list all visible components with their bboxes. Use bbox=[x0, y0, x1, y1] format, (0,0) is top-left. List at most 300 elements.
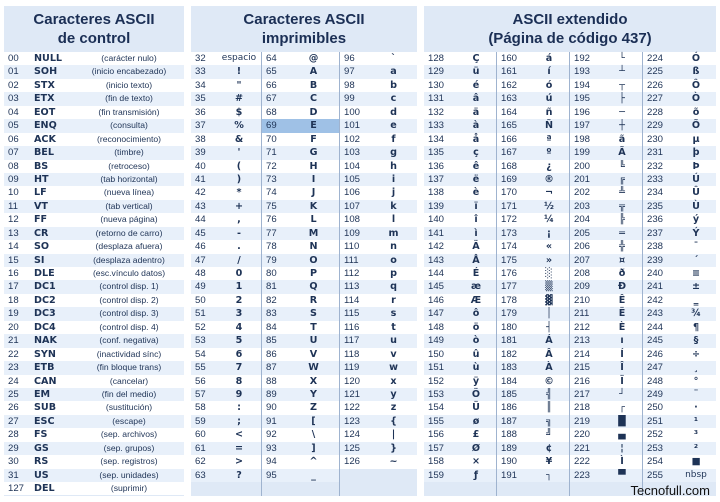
code-number: 226 bbox=[647, 79, 664, 91]
table-row bbox=[424, 186, 496, 199]
table-row bbox=[4, 415, 184, 428]
character-glyph: E bbox=[310, 120, 317, 132]
code-number: 88 bbox=[266, 375, 277, 387]
code-number: 60 bbox=[195, 429, 206, 441]
extended-panel-title: ASCII extendido (Página de código 437) bbox=[488, 11, 652, 47]
character-glyph: @ bbox=[308, 53, 319, 64]
character-glyph: " bbox=[236, 79, 242, 91]
table-row bbox=[497, 200, 569, 213]
table-row bbox=[497, 92, 569, 105]
character-glyph: : bbox=[237, 402, 241, 414]
character-glyph: æ bbox=[470, 281, 482, 293]
extended-column-3 bbox=[569, 52, 642, 496]
character-glyph: U bbox=[309, 335, 318, 347]
code-number: 46 bbox=[195, 241, 206, 253]
code-number: 199 bbox=[574, 147, 591, 159]
character-glyph: º bbox=[546, 147, 552, 159]
table-row bbox=[191, 348, 261, 361]
table-row bbox=[340, 240, 417, 253]
code-number: 212 bbox=[574, 321, 591, 333]
code-number: 240 bbox=[647, 268, 664, 279]
table-row bbox=[643, 428, 716, 441]
character-glyph: _ bbox=[311, 469, 316, 481]
table-row bbox=[340, 254, 417, 267]
character-glyph: ┴ bbox=[619, 66, 625, 78]
code-number: 28 bbox=[8, 429, 19, 441]
code-number: 236 bbox=[647, 214, 664, 226]
code-number: 237 bbox=[647, 227, 664, 239]
character-glyph: ┐ bbox=[546, 469, 552, 481]
code-number: 49 bbox=[195, 281, 206, 293]
character-glyph: | bbox=[391, 429, 396, 441]
character-glyph: ¢ bbox=[545, 442, 553, 454]
code-number: 51 bbox=[195, 308, 206, 320]
control-abbr: SO bbox=[34, 241, 50, 253]
table-row bbox=[262, 213, 339, 226]
character-glyph: g bbox=[390, 147, 397, 159]
character-glyph: ┘ bbox=[619, 388, 625, 400]
table-row bbox=[262, 375, 339, 388]
code-number: 222 bbox=[574, 456, 591, 468]
character-glyph: Ï bbox=[620, 375, 624, 387]
table-row bbox=[340, 133, 417, 146]
printable-column-1 bbox=[191, 52, 261, 496]
table-row bbox=[262, 200, 339, 213]
table-row bbox=[191, 442, 261, 455]
character-glyph: J bbox=[311, 187, 316, 199]
character-glyph: ~ bbox=[389, 456, 398, 468]
table-row bbox=[643, 65, 716, 78]
code-number: 108 bbox=[344, 214, 361, 226]
character-glyph: ( bbox=[236, 160, 242, 172]
code-number: 57 bbox=[195, 388, 206, 400]
code-number: 70 bbox=[266, 133, 277, 145]
code-number: 39 bbox=[195, 147, 206, 159]
control-abbr: BEL bbox=[34, 147, 54, 159]
character-glyph: ò bbox=[472, 335, 480, 347]
code-number: 84 bbox=[266, 321, 277, 333]
table-row bbox=[497, 146, 569, 159]
table-row bbox=[424, 146, 496, 159]
code-number: 131 bbox=[428, 93, 445, 105]
code-number: 136 bbox=[428, 160, 445, 172]
control-abbr: FS bbox=[34, 429, 48, 441]
table-row bbox=[262, 52, 339, 65]
table-row bbox=[570, 200, 642, 213]
character-glyph: P bbox=[309, 268, 318, 279]
code-number: 165 bbox=[501, 120, 518, 132]
extended-column-1 bbox=[424, 52, 496, 496]
control-abbr: DEL bbox=[34, 483, 55, 494]
table-row bbox=[570, 361, 642, 374]
table-row bbox=[497, 213, 569, 226]
character-glyph: w bbox=[389, 362, 398, 374]
table-row bbox=[340, 415, 417, 428]
control-description: (sep. archivos) bbox=[100, 429, 158, 440]
code-number: 80 bbox=[266, 268, 277, 279]
table-row bbox=[497, 375, 569, 388]
table-row bbox=[497, 119, 569, 132]
table-row bbox=[340, 160, 417, 173]
table-row bbox=[340, 388, 417, 401]
table-row bbox=[643, 213, 716, 226]
code-number: 105 bbox=[344, 173, 361, 185]
character-glyph: ` bbox=[391, 53, 396, 64]
code-number: 128 bbox=[428, 53, 445, 64]
table-row bbox=[497, 65, 569, 78]
table-row bbox=[643, 173, 716, 186]
table-row bbox=[4, 280, 184, 293]
character-glyph: z bbox=[390, 402, 397, 414]
table-row bbox=[497, 307, 569, 320]
character-glyph: N bbox=[309, 241, 318, 253]
table-row bbox=[497, 227, 569, 240]
code-number: 196 bbox=[574, 106, 591, 118]
code-number: 55 bbox=[195, 362, 206, 374]
code-number: 217 bbox=[574, 388, 591, 400]
character-glyph: C bbox=[309, 93, 318, 105]
control-description: (escape) bbox=[112, 415, 146, 426]
character-glyph: × bbox=[471, 456, 481, 468]
code-number: 201 bbox=[574, 173, 591, 185]
control-description: (sep. grupos) bbox=[103, 442, 155, 453]
table-row bbox=[570, 65, 642, 78]
character-glyph: 3 bbox=[235, 308, 243, 320]
control-description: (inicio encabezado) bbox=[91, 66, 167, 77]
character-glyph: 7 bbox=[235, 362, 243, 374]
code-number: 75 bbox=[266, 200, 277, 212]
character-glyph: ¸ bbox=[693, 362, 699, 374]
code-number: 211 bbox=[574, 308, 590, 320]
character-glyph: ú bbox=[545, 93, 553, 105]
table-row bbox=[191, 133, 261, 146]
character-glyph: ? bbox=[236, 469, 242, 481]
code-number: 117 bbox=[344, 335, 360, 347]
table-row bbox=[340, 200, 417, 213]
character-glyph: Ô bbox=[691, 79, 701, 91]
code-number: 223 bbox=[574, 469, 591, 481]
character-glyph: { bbox=[390, 415, 397, 427]
character-glyph: ┼ bbox=[619, 120, 625, 132]
character-glyph: e bbox=[390, 120, 397, 132]
character-glyph: Æ bbox=[470, 294, 482, 306]
table-row bbox=[4, 92, 184, 105]
code-number: 66 bbox=[266, 79, 277, 91]
code-number: 235 bbox=[647, 200, 664, 212]
code-number: 79 bbox=[266, 254, 277, 266]
table-row bbox=[424, 348, 496, 361]
character-glyph: X bbox=[309, 375, 318, 387]
code-number: 206 bbox=[574, 241, 591, 253]
character-glyph: ! bbox=[236, 66, 242, 78]
character-glyph: Ñ bbox=[544, 120, 554, 132]
table-row bbox=[262, 307, 339, 320]
control-characters-panel bbox=[4, 6, 184, 496]
table-row bbox=[340, 106, 417, 119]
code-number: 192 bbox=[574, 53, 591, 64]
control-description: (carácter nulo) bbox=[101, 53, 157, 63]
character-glyph: Á bbox=[545, 335, 553, 347]
control-description: (desplaza adentro) bbox=[93, 254, 165, 265]
code-number: 207 bbox=[574, 254, 591, 266]
table-row bbox=[262, 348, 339, 361]
code-number: 164 bbox=[501, 106, 518, 118]
table-row bbox=[262, 146, 339, 159]
character-glyph: ³ bbox=[693, 429, 699, 441]
control-description: (control disp. 2) bbox=[99, 294, 159, 305]
character-glyph: │ bbox=[546, 308, 552, 320]
code-number: 203 bbox=[574, 200, 591, 212]
character-glyph: à bbox=[472, 120, 480, 132]
character-glyph: ° bbox=[693, 375, 699, 387]
character-glyph: p bbox=[390, 268, 397, 279]
code-number: 174 bbox=[501, 241, 518, 253]
table-row bbox=[340, 186, 417, 199]
table-row bbox=[570, 52, 642, 65]
character-glyph: ░ bbox=[545, 268, 553, 279]
code-number: 24 bbox=[8, 375, 19, 387]
character-glyph: ¤ bbox=[618, 254, 626, 266]
table-row bbox=[340, 361, 417, 374]
character-glyph: ´ bbox=[693, 254, 699, 266]
code-number: 100 bbox=[344, 106, 361, 118]
code-number: 202 bbox=[574, 187, 591, 199]
code-number: 124 bbox=[344, 429, 361, 441]
table-row bbox=[191, 401, 261, 414]
code-number: 244 bbox=[647, 321, 664, 333]
table-row bbox=[570, 213, 642, 226]
code-number: 63 bbox=[195, 469, 206, 481]
code-number: 218 bbox=[574, 402, 591, 414]
character-glyph: Ø bbox=[471, 442, 481, 454]
table-row bbox=[570, 348, 642, 361]
control-abbr: CAN bbox=[34, 375, 57, 387]
code-number: 156 bbox=[428, 429, 445, 441]
table-row bbox=[570, 254, 642, 267]
control-description: (timbre) bbox=[114, 147, 144, 158]
control-abbr: DC2 bbox=[34, 294, 56, 306]
table-row bbox=[4, 79, 184, 92]
code-number: 171 bbox=[501, 200, 518, 212]
character-glyph: % bbox=[234, 120, 244, 132]
character-glyph: c bbox=[390, 93, 397, 105]
table-row bbox=[262, 442, 339, 455]
code-number: 145 bbox=[428, 281, 445, 293]
character-glyph: ┤ bbox=[546, 321, 552, 333]
code-number: 162 bbox=[501, 79, 518, 91]
character-glyph: Ç bbox=[472, 53, 480, 64]
table-row bbox=[262, 79, 339, 92]
character-glyph: ª bbox=[546, 133, 552, 145]
table-row bbox=[424, 415, 496, 428]
character-glyph: ─ bbox=[619, 106, 625, 118]
code-number: 208 bbox=[574, 268, 591, 279]
character-glyph: ╩ bbox=[619, 187, 625, 199]
table-row bbox=[4, 186, 184, 199]
character-glyph: D bbox=[309, 106, 318, 118]
character-glyph: Þ bbox=[692, 160, 700, 172]
code-number: 173 bbox=[501, 227, 518, 239]
table-row bbox=[191, 160, 261, 173]
code-number: 213 bbox=[574, 335, 591, 347]
control-abbr: VT bbox=[34, 200, 48, 212]
character-glyph: └ bbox=[619, 53, 625, 64]
character-glyph: W bbox=[308, 362, 319, 374]
table-row bbox=[424, 160, 496, 173]
code-number: 224 bbox=[647, 53, 664, 64]
code-number: 45 bbox=[195, 227, 206, 239]
table-row bbox=[424, 240, 496, 253]
code-number: 253 bbox=[647, 442, 664, 454]
code-number: 42 bbox=[195, 187, 206, 199]
table-row bbox=[340, 92, 417, 105]
code-number: 242 bbox=[647, 294, 664, 306]
table-row bbox=[424, 267, 496, 280]
table-row bbox=[262, 415, 339, 428]
code-number: 214 bbox=[574, 348, 591, 360]
character-glyph: ¬ bbox=[544, 187, 554, 199]
code-number: 250 bbox=[647, 402, 664, 414]
code-number: 93 bbox=[266, 442, 277, 454]
control-description: (suprimir) bbox=[110, 483, 148, 493]
code-number: 118 bbox=[344, 348, 360, 360]
code-number: 69 bbox=[266, 120, 277, 132]
code-number: 67 bbox=[266, 93, 277, 105]
table-row bbox=[570, 146, 642, 159]
table-row bbox=[191, 455, 261, 468]
code-number: 167 bbox=[501, 147, 518, 159]
control-abbr: STX bbox=[34, 79, 55, 91]
code-number: 247 bbox=[647, 362, 664, 374]
table-row bbox=[262, 428, 339, 441]
table-row bbox=[424, 79, 496, 92]
table-row bbox=[497, 160, 569, 173]
table-row bbox=[424, 361, 496, 374]
code-number: 249 bbox=[647, 388, 664, 400]
code-number: 243 bbox=[647, 308, 664, 320]
table-row bbox=[340, 334, 417, 347]
table-row bbox=[570, 186, 642, 199]
character-glyph: ╔ bbox=[619, 173, 625, 185]
code-number: 227 bbox=[647, 93, 664, 105]
table-row bbox=[424, 106, 496, 119]
table-row bbox=[570, 267, 642, 280]
code-number: 150 bbox=[428, 348, 445, 360]
code-number: 149 bbox=[428, 335, 445, 347]
character-glyph: O bbox=[309, 254, 318, 266]
table-row bbox=[497, 280, 569, 293]
character-glyph: É bbox=[472, 268, 480, 279]
character-glyph: 1 bbox=[235, 281, 243, 293]
character-glyph: ö bbox=[472, 321, 480, 333]
table-row bbox=[424, 455, 496, 468]
character-glyph: \ bbox=[311, 429, 316, 441]
code-number: 152 bbox=[428, 375, 445, 387]
character-glyph: ¶ bbox=[692, 321, 700, 333]
code-number: 182 bbox=[501, 348, 518, 360]
table-row bbox=[497, 133, 569, 146]
table-row bbox=[570, 106, 642, 119]
table-row bbox=[643, 401, 716, 414]
character-glyph: á bbox=[545, 53, 553, 64]
character-glyph: Ý bbox=[692, 227, 700, 239]
character-glyph: Ù bbox=[692, 200, 700, 212]
code-number: 65 bbox=[266, 66, 277, 78]
table-row bbox=[4, 442, 184, 455]
table-row bbox=[497, 294, 569, 307]
character-glyph: ╠ bbox=[619, 214, 625, 226]
code-number: 27 bbox=[8, 415, 19, 427]
character-glyph: y bbox=[390, 388, 397, 400]
code-number: 134 bbox=[428, 133, 445, 145]
table-row bbox=[570, 415, 642, 428]
code-number: 73 bbox=[266, 173, 277, 185]
control-description: (fin bloque trans) bbox=[96, 362, 162, 373]
table-row bbox=[191, 213, 261, 226]
character-glyph: 0 bbox=[235, 268, 243, 279]
code-number: 221 bbox=[574, 442, 591, 454]
table-row bbox=[643, 307, 716, 320]
code-number: 151 bbox=[428, 362, 445, 374]
table-row bbox=[643, 388, 716, 401]
character-glyph: ▀ bbox=[618, 469, 626, 481]
code-number: 132 bbox=[428, 106, 445, 118]
code-number: 142 bbox=[428, 241, 445, 253]
code-number: 90 bbox=[266, 402, 277, 414]
code-number: 129 bbox=[428, 66, 445, 78]
code-number: 52 bbox=[195, 321, 206, 333]
control-description: (desplaza afuera) bbox=[95, 241, 163, 252]
code-number: 15 bbox=[8, 254, 19, 266]
table-row bbox=[262, 133, 339, 146]
table-row bbox=[570, 375, 642, 388]
table-row bbox=[424, 213, 496, 226]
code-number: 17 bbox=[8, 281, 19, 293]
code-number: 239 bbox=[647, 254, 664, 266]
table-row bbox=[191, 469, 261, 482]
code-number: 155 bbox=[428, 415, 445, 427]
character-glyph: ¿ bbox=[546, 160, 552, 172]
table-row bbox=[424, 334, 496, 347]
code-number: 176 bbox=[501, 268, 518, 279]
table-row bbox=[570, 119, 642, 132]
code-number: 61 bbox=[195, 442, 206, 454]
code-number: 181 bbox=[501, 335, 518, 347]
code-number: 10 bbox=[8, 187, 19, 199]
character-glyph: i bbox=[391, 173, 396, 185]
character-glyph: ] bbox=[311, 442, 316, 454]
character-glyph: / bbox=[237, 254, 241, 266]
code-number: 140 bbox=[428, 214, 445, 226]
code-number: 78 bbox=[266, 241, 277, 253]
table-row bbox=[643, 200, 716, 213]
table-row bbox=[4, 227, 184, 240]
table-row bbox=[643, 321, 716, 334]
code-number: 92 bbox=[266, 429, 277, 441]
character-glyph: ┌ bbox=[619, 402, 625, 414]
table-row bbox=[191, 52, 261, 65]
table-row bbox=[643, 469, 716, 482]
table-row bbox=[497, 442, 569, 455]
control-description: (reconocimiento) bbox=[97, 133, 161, 144]
code-number: 144 bbox=[428, 268, 445, 279]
character-glyph: « bbox=[545, 241, 553, 253]
character-glyph: I bbox=[311, 173, 316, 185]
code-number: 238 bbox=[647, 241, 664, 253]
table-row bbox=[4, 173, 184, 186]
table-row bbox=[262, 388, 339, 401]
code-number: 146 bbox=[428, 294, 445, 306]
